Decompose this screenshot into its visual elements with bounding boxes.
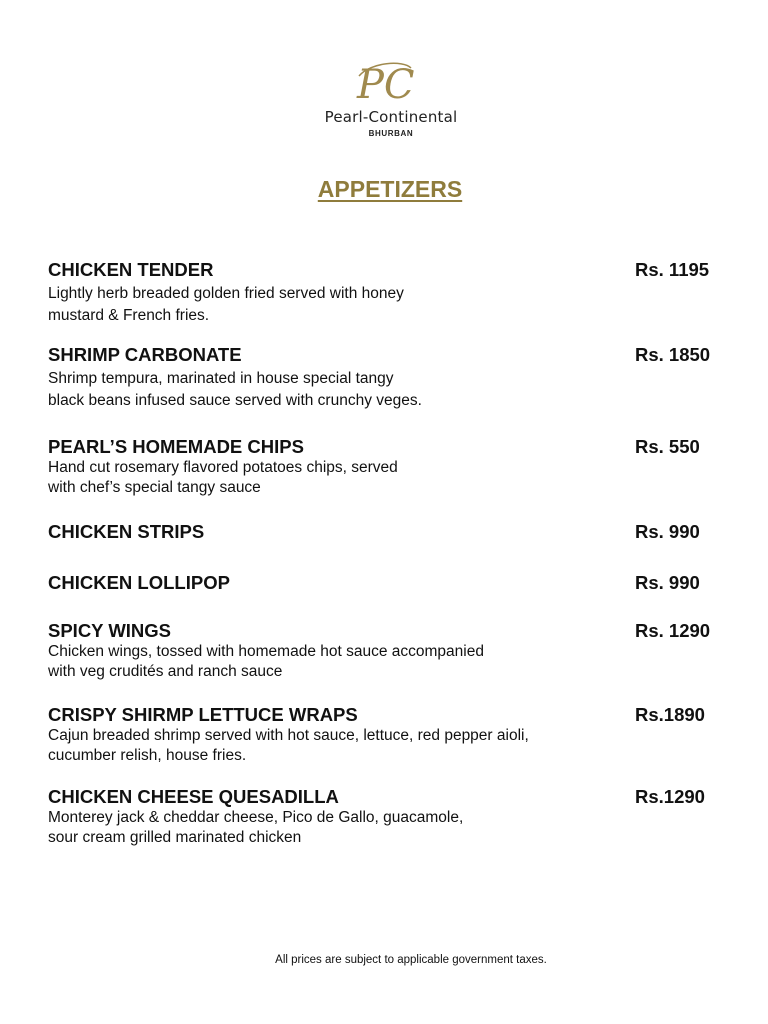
item-description <box>48 726 529 766</box>
description-line: black beans infused sauce served with crunchy veges. <box>48 392 422 409</box>
item-name: CHICKEN TENDER <box>48 259 214 280</box>
description-line: sour cream grilled marinated chicken <box>48 829 302 846</box>
item-price: Rs.1890 <box>635 704 705 725</box>
item-name: CHICKEN LOLLIPOP <box>48 572 230 593</box>
item-description <box>48 458 398 498</box>
description-line: cucumber relish, house fries. <box>48 747 247 764</box>
description-line: with chef’s special tangy sauce <box>48 479 261 496</box>
description-line: Monterey jack & cheddar cheese, Pico de Gallo, guacamole, <box>48 809 464 826</box>
item-description <box>48 368 422 412</box>
item-name: SHRIMP CARBONATE <box>48 344 242 365</box>
description-line: Chicken wings, tossed with homemade hot sauce accompanied <box>48 643 484 660</box>
item-price: Rs. 550 <box>635 436 700 457</box>
item-description <box>48 283 404 327</box>
item-name: CHICKEN STRIPS <box>48 521 205 542</box>
brand-location: BHURBAN <box>368 129 414 138</box>
description-line: Hand cut rosemary flavored potatoes chips, served <box>48 459 398 476</box>
item-description <box>48 642 484 682</box>
item-price: Rs. 1850 <box>635 344 711 365</box>
description-line: Shrimp tempura, marinated in house special tangy <box>48 370 394 387</box>
item-price: Rs. 990 <box>635 572 700 593</box>
brand-name: Pearl-Continental <box>324 108 458 126</box>
pc-monogram-logo <box>351 56 431 108</box>
item-name: CHICKEN CHEESE QUESADILLA <box>48 786 339 807</box>
item-price: Rs. 990 <box>635 521 700 542</box>
description-line: mustard & French fries. <box>48 307 210 324</box>
item-name: PEARL’S HOMEMADE CHIPS <box>48 436 304 457</box>
monogram-p: PC <box>357 62 415 108</box>
brand-logo <box>0 56 768 138</box>
item-name: SPICY WINGS <box>48 620 172 641</box>
item-price: Rs.1290 <box>635 786 705 807</box>
item-price: Rs. 1290 <box>635 620 711 641</box>
item-price: Rs. 1195 <box>635 259 710 280</box>
item-name: CRISPY SHIRMP LETTUCE WRAPS <box>48 704 358 725</box>
description-line: with veg crudités and ranch sauce <box>48 663 283 680</box>
tax-note: All prices are subject to applicable government taxes. <box>275 954 547 966</box>
description-line: Cajun breaded shrimp served with hot sauce, lettuce, red pepper aioli, <box>48 727 529 744</box>
item-description <box>48 808 463 848</box>
section-title: APPETIZERS <box>317 176 463 202</box>
description-line: Lightly herb breaded golden fried served with honey <box>48 285 404 302</box>
